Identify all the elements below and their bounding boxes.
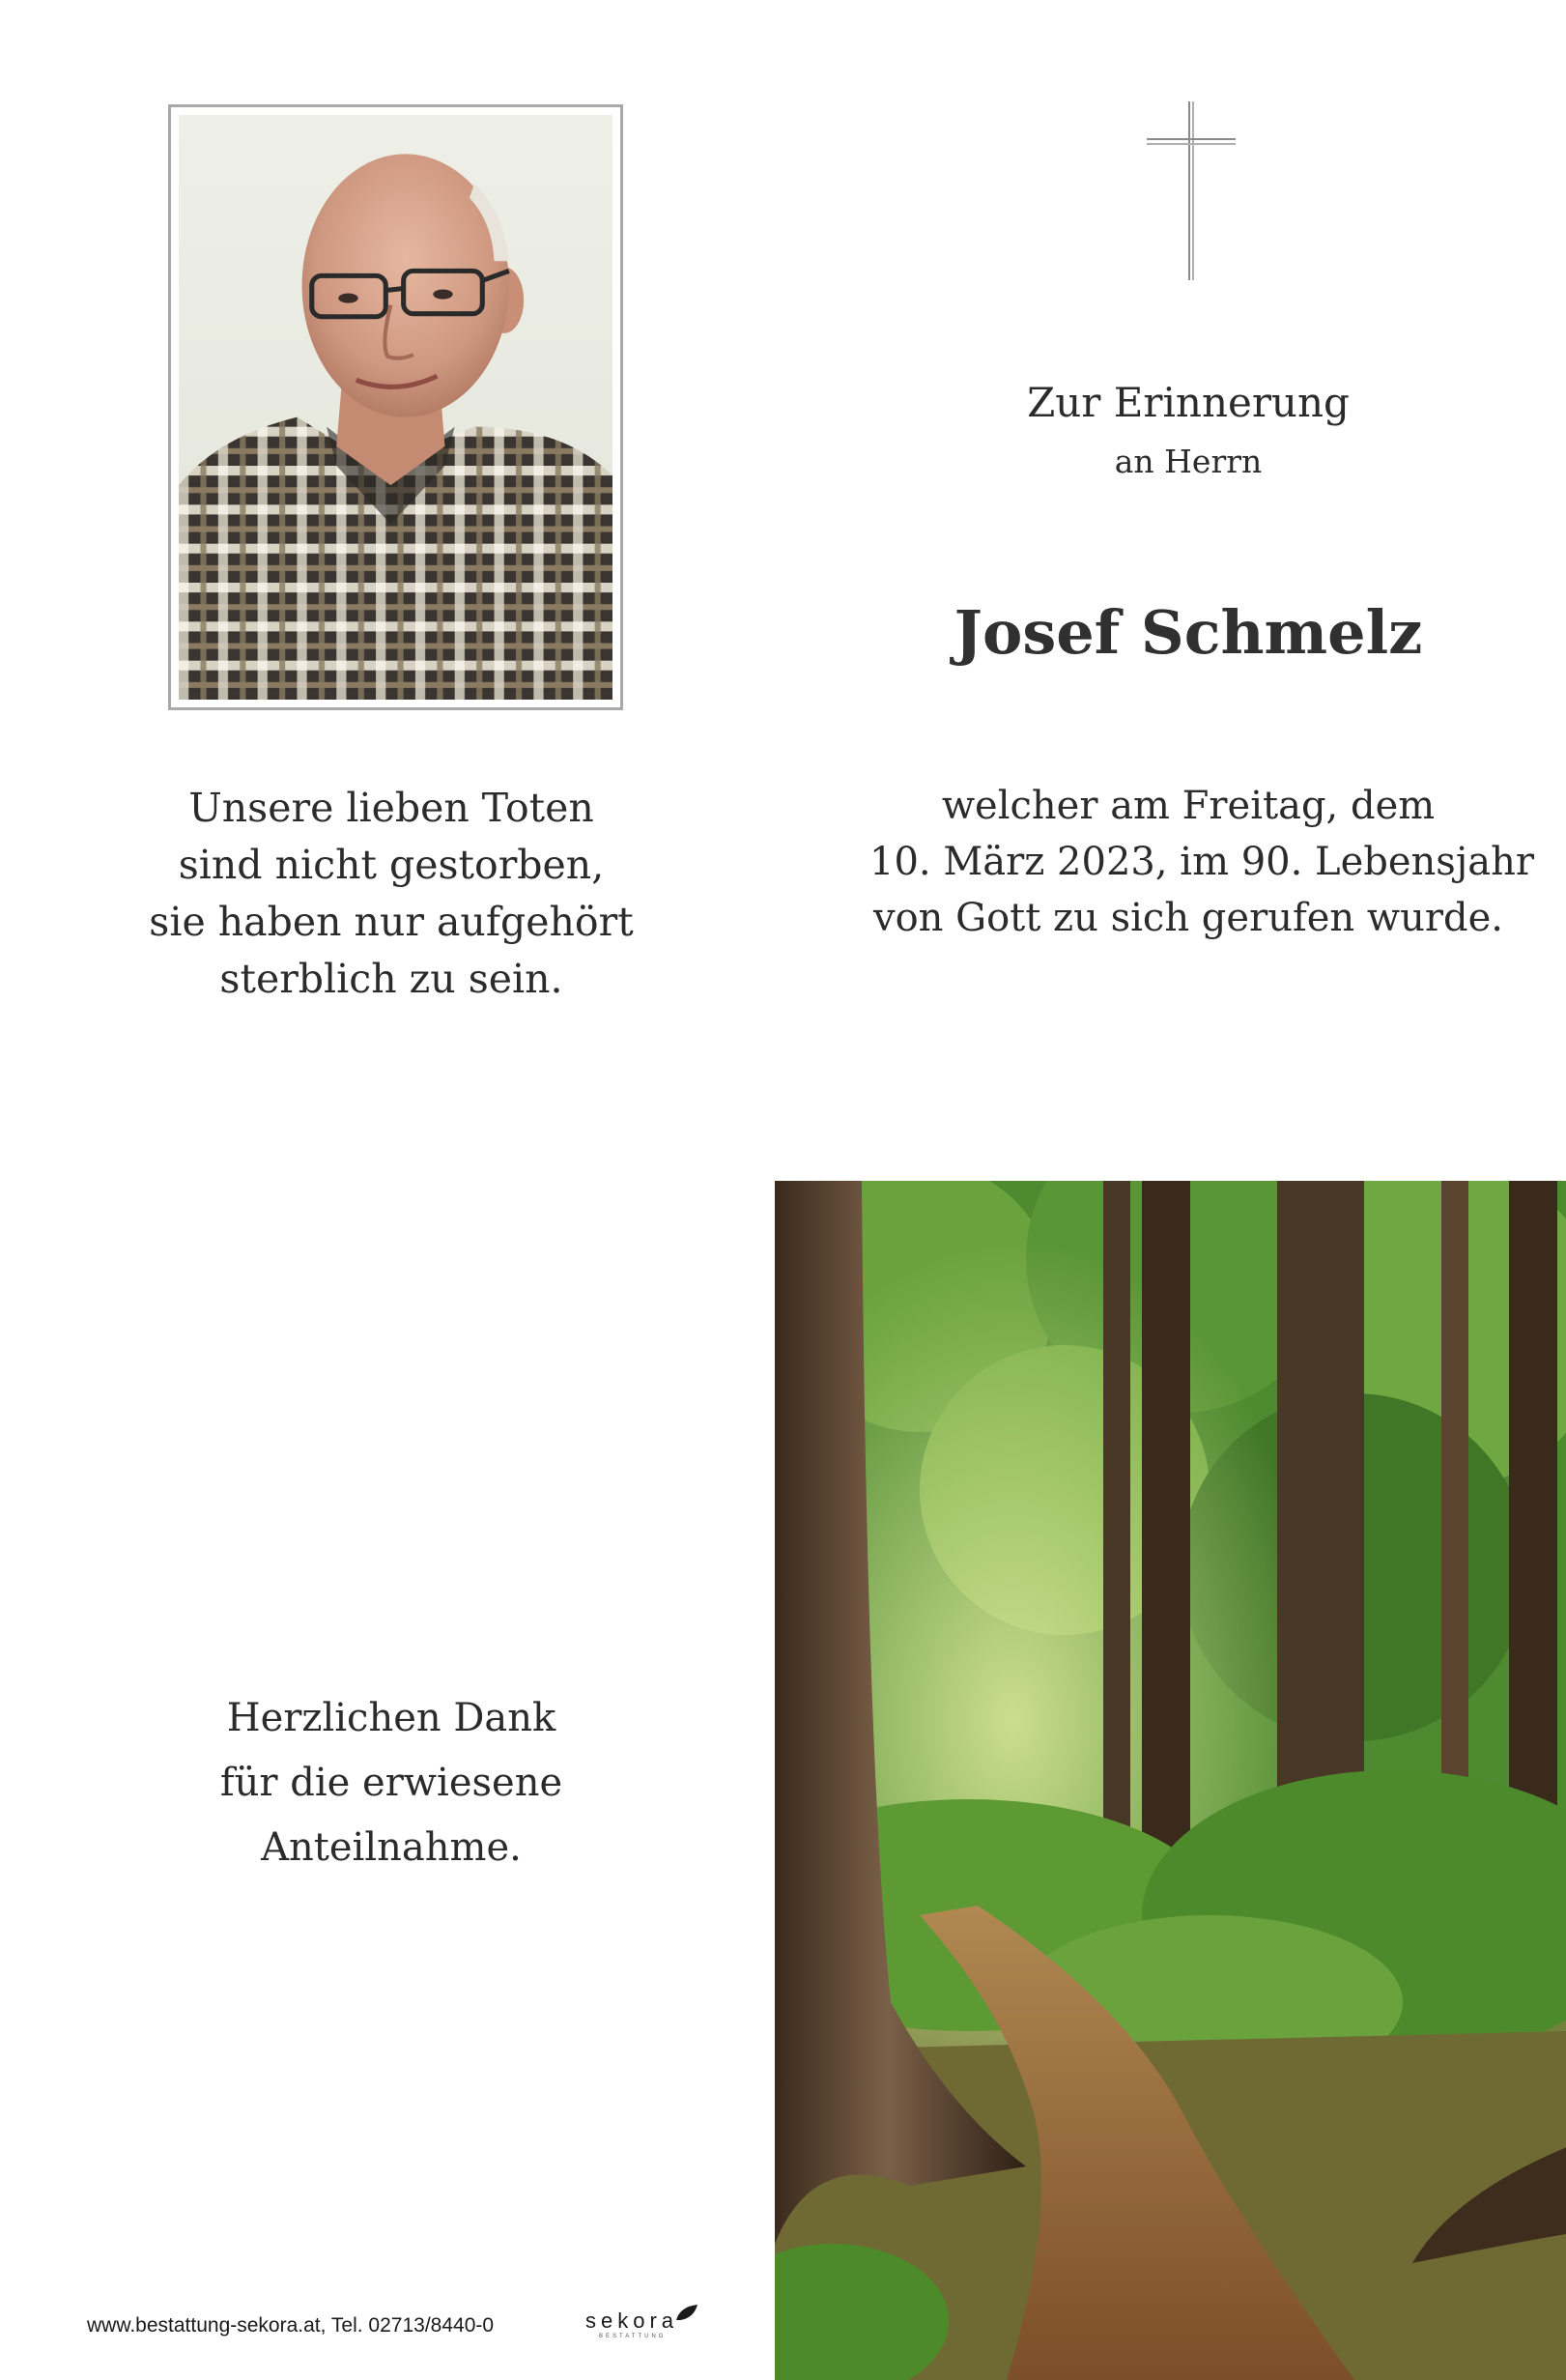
thanks-message <box>145 1686 638 1880</box>
sekora-logo <box>585 2303 701 2341</box>
quote-line: Unsere lieben Toten <box>188 785 594 831</box>
forest-path-image <box>775 1181 1566 2380</box>
memory-subtitle: an Herrn <box>1114 443 1263 480</box>
portrait-photo <box>179 115 612 700</box>
quote-line: sind nicht gestorben, <box>178 842 605 888</box>
death-line: welcher am Freitag, dem <box>941 784 1436 828</box>
thanks-line: Herzlichen Dank <box>226 1696 556 1740</box>
death-line: 10. März 2023, im 90. Lebensjahr <box>869 840 1534 884</box>
logo-subtext: BESTATTUNG <box>599 2334 667 2339</box>
funeral-home-contact: www.bestattung-sekora.at, Tel. 02713/8440-0 <box>87 2314 495 2337</box>
logo-text: sekora <box>585 2308 679 2333</box>
thanks-line: für die erwiesene <box>219 1761 563 1805</box>
cross-icon <box>1143 97 1239 285</box>
thanks-line: Anteilnahme. <box>261 1825 522 1870</box>
portrait-frame <box>168 104 623 710</box>
death-line: von Gott zu sich gerufen wurde. <box>872 896 1504 940</box>
memory-title: Zur Erinnerung <box>1027 379 1350 426</box>
deceased-name: Josef Schmelz <box>954 597 1423 668</box>
quote-line: sie haben nur aufgehört <box>149 899 634 945</box>
death-info <box>869 778 1534 946</box>
memorial-quote <box>116 780 667 1008</box>
quote-line: sterblich zu sein. <box>219 956 563 1002</box>
leaf-icon <box>674 2303 699 2324</box>
